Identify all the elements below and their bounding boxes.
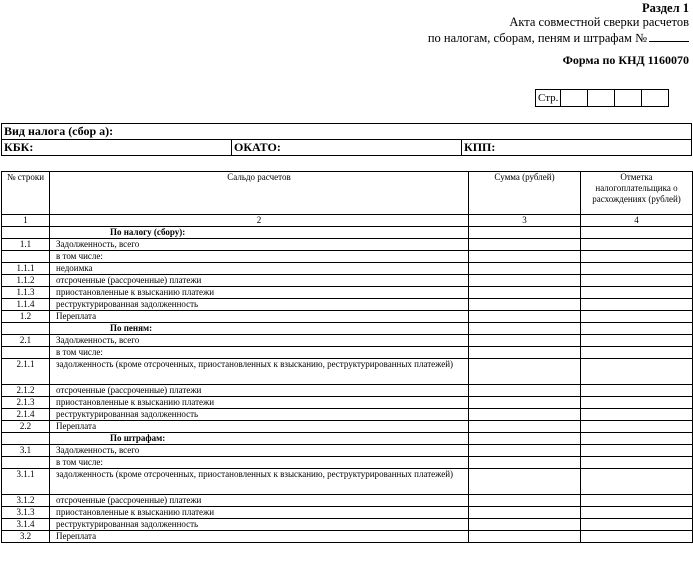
row-number xyxy=(2,323,50,335)
row-number xyxy=(2,433,50,445)
amount-cell[interactable] xyxy=(469,519,581,531)
column-number: 1 xyxy=(2,215,50,227)
row-number: 2.1.4 xyxy=(2,409,50,421)
table-row xyxy=(2,507,693,519)
row-number: 1.1 xyxy=(2,239,50,251)
amount-cell[interactable] xyxy=(469,311,581,323)
discrepancy-cell[interactable] xyxy=(581,299,693,311)
row-number: 1.2 xyxy=(2,311,50,323)
table-row xyxy=(2,469,693,495)
section-heading: По налогу (сбору): xyxy=(50,227,469,239)
table-row xyxy=(2,397,693,409)
table-row xyxy=(2,227,693,239)
row-number: 3.2 xyxy=(2,531,50,543)
row-label: Задолженность, всего xyxy=(50,239,469,251)
amount-cell[interactable] xyxy=(469,251,581,263)
row-label: в том числе: xyxy=(50,457,469,469)
discrepancy-cell[interactable] xyxy=(581,287,693,299)
table-row xyxy=(2,445,693,457)
row-number: 2.1.2 xyxy=(2,385,50,397)
amount-cell[interactable] xyxy=(469,469,581,495)
row-label: приостановленные к взысканию платежи xyxy=(50,287,469,299)
amount-cell[interactable] xyxy=(469,421,581,433)
row-number xyxy=(2,347,50,359)
discrepancy-cell[interactable] xyxy=(581,275,693,287)
table-row xyxy=(2,347,693,359)
amount-cell[interactable] xyxy=(469,359,581,385)
row-number: 3.1 xyxy=(2,445,50,457)
row-number: 1.1.4 xyxy=(2,299,50,311)
column-number: 3 xyxy=(469,215,581,227)
table-row xyxy=(2,263,693,275)
row-number: 2.1.1 xyxy=(2,359,50,385)
header-balance: Сальдо расчетов xyxy=(50,172,469,215)
amount-cell[interactable] xyxy=(469,433,581,445)
row-number: 3.1.4 xyxy=(2,519,50,531)
row-label: реструктурированная задолженность xyxy=(50,409,469,421)
row-number: 1.1.3 xyxy=(2,287,50,299)
table-row xyxy=(2,457,693,469)
row-label: в том числе: xyxy=(50,251,469,263)
row-label: Переплата xyxy=(50,531,469,543)
table-row xyxy=(2,385,693,397)
row-label: отсроченные (рассроченные) платежи xyxy=(50,385,469,397)
table-row xyxy=(2,531,693,543)
discrepancy-cell[interactable] xyxy=(581,445,693,457)
row-number: 3.1.2 xyxy=(2,495,50,507)
table-row xyxy=(2,519,693,531)
amount-cell[interactable] xyxy=(469,397,581,409)
row-label: в том числе: xyxy=(50,347,469,359)
discrepancy-cell[interactable] xyxy=(581,335,693,347)
discrepancy-cell[interactable] xyxy=(581,227,693,239)
amount-cell[interactable] xyxy=(469,263,581,275)
amount-cell[interactable] xyxy=(469,495,581,507)
tax-type-field[interactable]: Вид налога (сбор а): xyxy=(2,124,692,140)
table-row xyxy=(2,495,693,507)
amount-cell[interactable] xyxy=(469,299,581,311)
kbk-field[interactable]: КБК: xyxy=(2,140,232,156)
amount-cell[interactable] xyxy=(469,323,581,335)
table-row xyxy=(2,287,693,299)
header-discrepancy-mark: Отметка налогоплательщика о расхождениях (рублей) xyxy=(581,172,693,215)
row-number xyxy=(2,227,50,239)
discrepancy-cell[interactable] xyxy=(581,531,693,543)
row-label: приостановленные к взысканию платежи xyxy=(50,507,469,519)
amount-cell[interactable] xyxy=(469,445,581,457)
act-title-line1: Акта совместной сверки расчетов xyxy=(509,15,689,29)
discrepancy-cell[interactable] xyxy=(581,347,693,359)
table-row xyxy=(2,275,693,287)
amount-cell[interactable] xyxy=(469,409,581,421)
kpp-field[interactable]: КПП: xyxy=(462,140,692,156)
row-number: 2.1 xyxy=(2,335,50,347)
row-label: Переплата xyxy=(50,421,469,433)
discrepancy-cell[interactable] xyxy=(581,457,693,469)
row-label: Переплата xyxy=(50,311,469,323)
amount-cell[interactable] xyxy=(469,287,581,299)
row-number: 2.1.3 xyxy=(2,397,50,409)
discrepancy-cell[interactable] xyxy=(581,495,693,507)
row-label: недоимка xyxy=(50,263,469,275)
section-heading: По пеням: xyxy=(50,323,469,335)
amount-cell[interactable] xyxy=(469,385,581,397)
form-code: Форма по КНД 1160070 xyxy=(562,53,689,67)
page-digit-cell[interactable] xyxy=(561,90,588,107)
page-number-box xyxy=(535,89,669,107)
row-label: отсроченные (рассроченные) платежи xyxy=(50,275,469,287)
act-number-field[interactable] xyxy=(649,31,689,42)
row-number: 3.1.1 xyxy=(2,469,50,495)
table-row xyxy=(2,409,693,421)
page-digit-cell[interactable] xyxy=(615,90,642,107)
section-heading: По штрафам: xyxy=(50,433,469,445)
row-number: 1.1.2 xyxy=(2,275,50,287)
column-number: 2 xyxy=(50,215,469,227)
amount-cell[interactable] xyxy=(469,531,581,543)
discrepancy-cell[interactable] xyxy=(581,409,693,421)
table-row xyxy=(2,323,693,335)
act-title-line2-text: по налогам, сборам, пеням и штрафам № xyxy=(427,31,647,45)
table-row xyxy=(2,239,693,251)
amount-cell[interactable] xyxy=(469,335,581,347)
row-number: 2.2 xyxy=(2,421,50,433)
discrepancy-cell[interactable] xyxy=(581,421,693,433)
okato-field[interactable]: ОКАТО: xyxy=(232,140,462,156)
discrepancy-cell[interactable] xyxy=(581,469,693,495)
amount-cell[interactable] xyxy=(469,347,581,359)
row-number: 1.1.1 xyxy=(2,263,50,275)
discrepancy-cell[interactable] xyxy=(581,507,693,519)
discrepancy-cell[interactable] xyxy=(581,397,693,409)
discrepancy-cell[interactable] xyxy=(581,359,693,385)
table-body xyxy=(2,227,693,543)
header-row-number: № строки xyxy=(2,172,50,215)
table-row xyxy=(2,251,693,263)
discrepancy-cell[interactable] xyxy=(581,385,693,397)
row-label: задолженность (кроме отсроченных, приостановленных к взысканию, реструктурированных платежей) xyxy=(50,469,469,495)
amount-cell[interactable] xyxy=(469,227,581,239)
amount-cell[interactable] xyxy=(469,239,581,251)
amount-cell[interactable] xyxy=(469,457,581,469)
discrepancy-cell[interactable] xyxy=(581,311,693,323)
table-row xyxy=(2,299,693,311)
row-label: отсроченные (рассроченные) платежи xyxy=(50,495,469,507)
discrepancy-cell[interactable] xyxy=(581,433,693,445)
discrepancy-cell[interactable] xyxy=(581,239,693,251)
table-row xyxy=(2,433,693,445)
page-digit-cell[interactable] xyxy=(642,90,669,107)
row-label: приостановленные к взысканию платежи xyxy=(50,397,469,409)
settlement-table xyxy=(1,171,693,543)
discrepancy-cell[interactable] xyxy=(581,323,693,335)
row-number: 3.1.3 xyxy=(2,507,50,519)
row-number xyxy=(2,457,50,469)
row-label: Задолженность, всего xyxy=(50,445,469,457)
discrepancy-cell[interactable] xyxy=(581,263,693,275)
row-label: задолженность (кроме отсроченных, приостановленных к взысканию, реструктурированных платежей) xyxy=(50,359,469,385)
page-digit-cell[interactable] xyxy=(588,90,615,107)
row-number xyxy=(2,251,50,263)
table-row xyxy=(2,359,693,385)
act-title-line2 xyxy=(428,31,689,46)
page-label: Стр. xyxy=(536,90,561,107)
tax-info-table xyxy=(1,123,692,156)
table-row xyxy=(2,421,693,433)
column-number: 4 xyxy=(581,215,693,227)
header-amount: Сумма (рублей) xyxy=(469,172,581,215)
table-row xyxy=(2,311,693,323)
table-row xyxy=(2,335,693,347)
amount-cell[interactable] xyxy=(469,275,581,287)
discrepancy-cell[interactable] xyxy=(581,519,693,531)
section-title: Раздел 1 xyxy=(642,1,689,15)
row-label: реструктурированная задолженность xyxy=(50,519,469,531)
row-label: Задолженность, всего xyxy=(50,335,469,347)
discrepancy-cell[interactable] xyxy=(581,251,693,263)
row-label: реструктурированная задолженность xyxy=(50,299,469,311)
amount-cell[interactable] xyxy=(469,507,581,519)
